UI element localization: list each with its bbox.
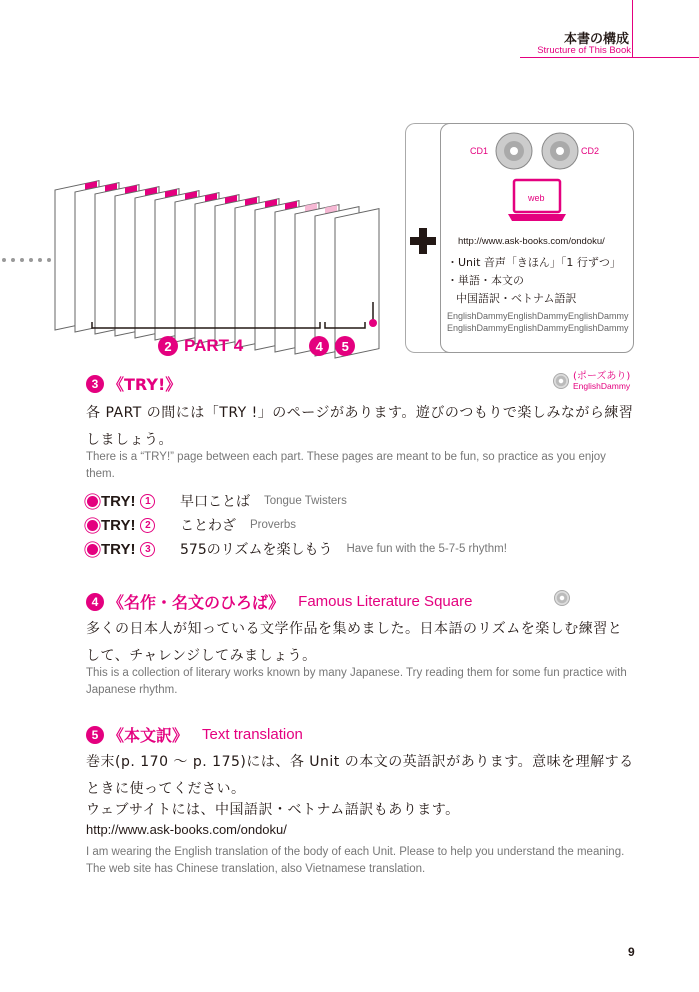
literature-en-text: This is a collection of literary works known by many Japanese. Try reading them for some fun practice with Japanese rhythm. — [86, 667, 627, 696]
burst-icon — [87, 495, 98, 506]
section-number-5: 5 — [86, 726, 104, 744]
part-text: PART 4 — [184, 336, 244, 355]
page-subtitle: Structure of This Book — [537, 45, 631, 56]
try-en-text: There is a “TRY!” page between each part. These pages are meant to be fun, so practice as you enjoy them. — [86, 451, 606, 480]
media-line-translation: 中国語訳・ベトナム語訳 — [456, 292, 577, 305]
burst-icon — [87, 543, 98, 554]
cd-icon — [494, 131, 534, 171]
translation-jp-text: 巻末(p. 170 〜 p. 175)には、各 Unit の本文の英語訳があります。意味を理解するときに使ってください。 — [86, 754, 634, 797]
section-number-4: 4 — [86, 593, 104, 611]
literature-title: 《名作・名文のひろば》 — [108, 593, 285, 612]
cd-icon — [540, 131, 580, 171]
literature-heading — [86, 590, 472, 613]
part-number-4: 4 — [309, 336, 329, 356]
try-jp-text: 各 PART の間には「TRY !」のページがあります。遊びのつもりで楽しみながら練習しましょう。 — [86, 405, 634, 448]
try-item-1: TRY! 1 早口ことば Tongue Twisters — [86, 491, 347, 511]
translation-en-title: Text translation — [202, 726, 303, 743]
part-number-2: 2 — [158, 336, 178, 356]
literature-jp-text: 多くの日本人が知っている文学作品を集めました。日本語のリズムを楽しむ練習として、チャレンジしてみましょう。 — [86, 621, 623, 664]
web-label: web — [528, 193, 545, 203]
pause-badge — [553, 371, 630, 391]
literature-en-title: Famous Literature Square — [298, 593, 473, 610]
header-rule-vertical — [632, 0, 633, 58]
translation-url-link[interactable]: http://www.ask-books.com/ondoku/ — [86, 822, 287, 837]
try-item-2: TRY! 2 ことわざ Proverbs — [86, 515, 296, 535]
cd2-label: CD2 — [581, 146, 600, 156]
translation-en-text: I am wearing the English translation of the body of each Unit. Please to help you understand the meaning. The web site has Chinese translation, also Vietnamese translation. — [86, 846, 625, 875]
try-heading — [86, 372, 181, 395]
pause-label: (ポーズあり) — [573, 371, 631, 382]
header-rule — [520, 57, 699, 58]
media-url: http://www.ask-books.com/ondoku/ — [458, 236, 605, 247]
part-number-5: 5 — [335, 336, 355, 356]
page-title: 本書の構成 — [563, 32, 629, 47]
burst-icon — [87, 519, 98, 530]
part-label — [158, 336, 355, 356]
translation-jp-web: ウェブサイトには、中国語訳・ベトナム語訳もあります。 — [86, 802, 460, 818]
page-number: 9 — [628, 945, 635, 959]
section-number-3: 3 — [86, 375, 104, 393]
pages-illustration — [0, 120, 420, 360]
cd1-label: CD1 — [470, 146, 489, 156]
page-stack — [55, 181, 379, 358]
translation-heading — [86, 723, 303, 746]
pause-sub: EnglishDammy — [573, 381, 631, 391]
cd-icon — [554, 590, 570, 606]
try-title: 《TRY!》 — [108, 375, 182, 394]
media-dummy-text: EnglishDammyEnglishDammyEnglishDammyEnglishDammyEnglishDammyEnglishDammy — [447, 311, 629, 334]
try-item-3: TRY! 3 575のリズムを楽しもう Have fun with the 5-7-5 rhythm! — [86, 539, 507, 559]
media-line-words: ・単語・本文の — [447, 274, 524, 287]
media-line-audio: ・Unit 音声「きほん」「1 行ずつ」 — [447, 256, 621, 269]
cd-icon — [553, 373, 569, 389]
translation-title: 《本文訳》 — [108, 726, 189, 745]
